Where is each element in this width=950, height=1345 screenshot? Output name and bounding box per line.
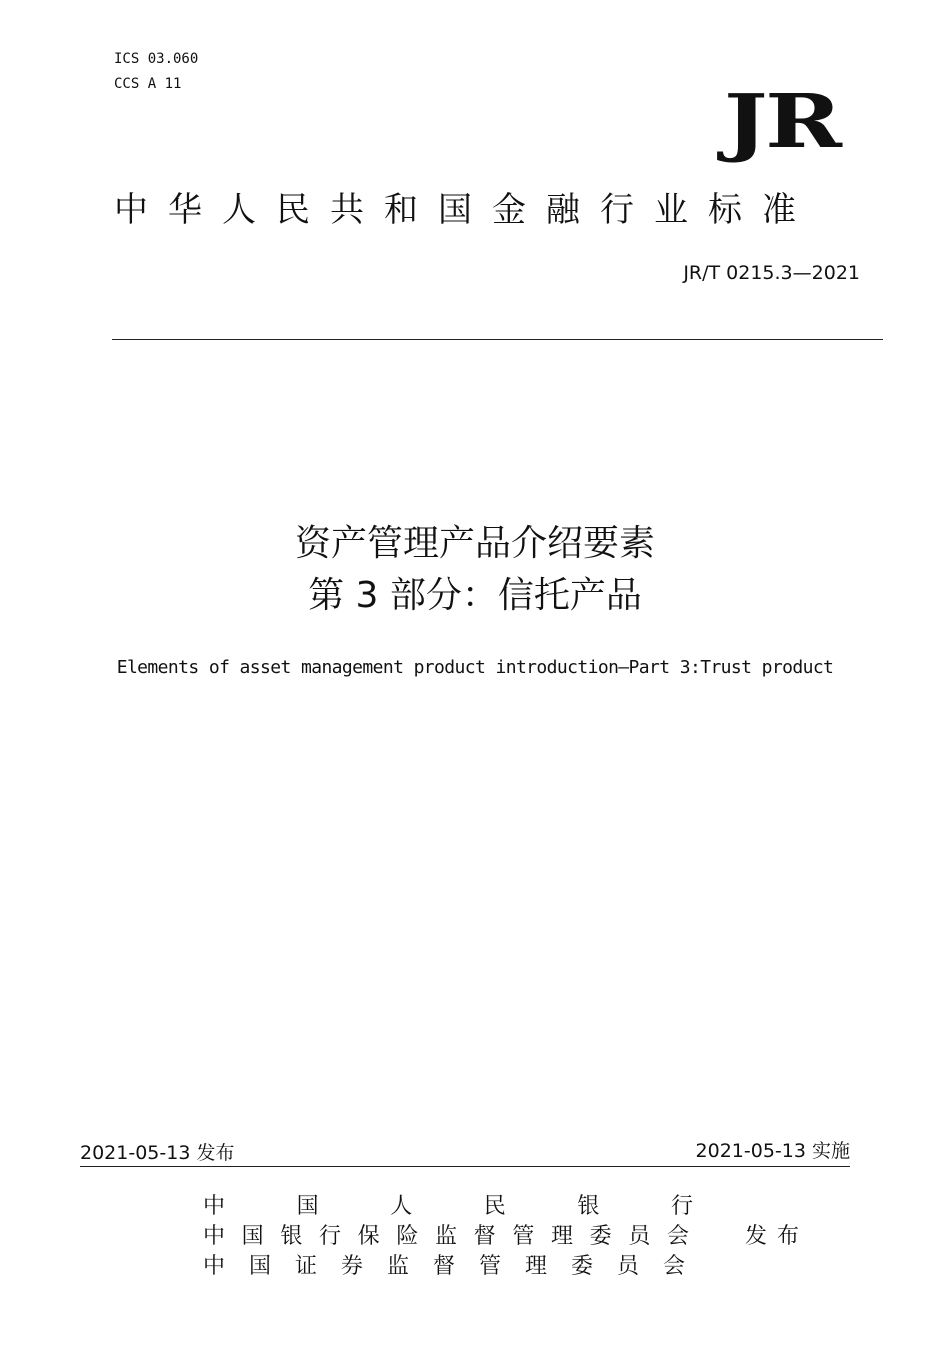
issuer-list [203, 1192, 703, 1282]
jr-logo: JR [724, 79, 840, 165]
issuer-pboc: 中国人民银行 [203, 1194, 693, 1219]
issuer-cbirc: 中国银行保险监督管理委员会 [203, 1224, 693, 1249]
standard-number: JR/T 0215.3—2021 [683, 262, 860, 284]
document-title-line-1: 资产管理产品介绍要素 [294, 523, 655, 564]
effective-date: 2021-05-13 实施 [695, 1140, 850, 1162]
ccs-code: CCS A 11 [114, 76, 182, 92]
issue-date: 2021-05-13 发布 [80, 1142, 235, 1164]
ics-code: ICS 03.060 [114, 51, 199, 67]
english-title: Elements of asset management product introduction—Part 3:Trust product [116, 657, 834, 678]
bottom-divider [80, 1166, 850, 1167]
top-divider [112, 339, 883, 340]
standard-category-title: 中华人民共和国金融行业标准 [114, 190, 816, 230]
issuer-csrc: 中国证券监督管理委员会 [203, 1254, 693, 1279]
document-title-line-2: 第 3 部分：信托产品 [308, 575, 642, 616]
publish-label: 发布 [745, 1224, 810, 1249]
